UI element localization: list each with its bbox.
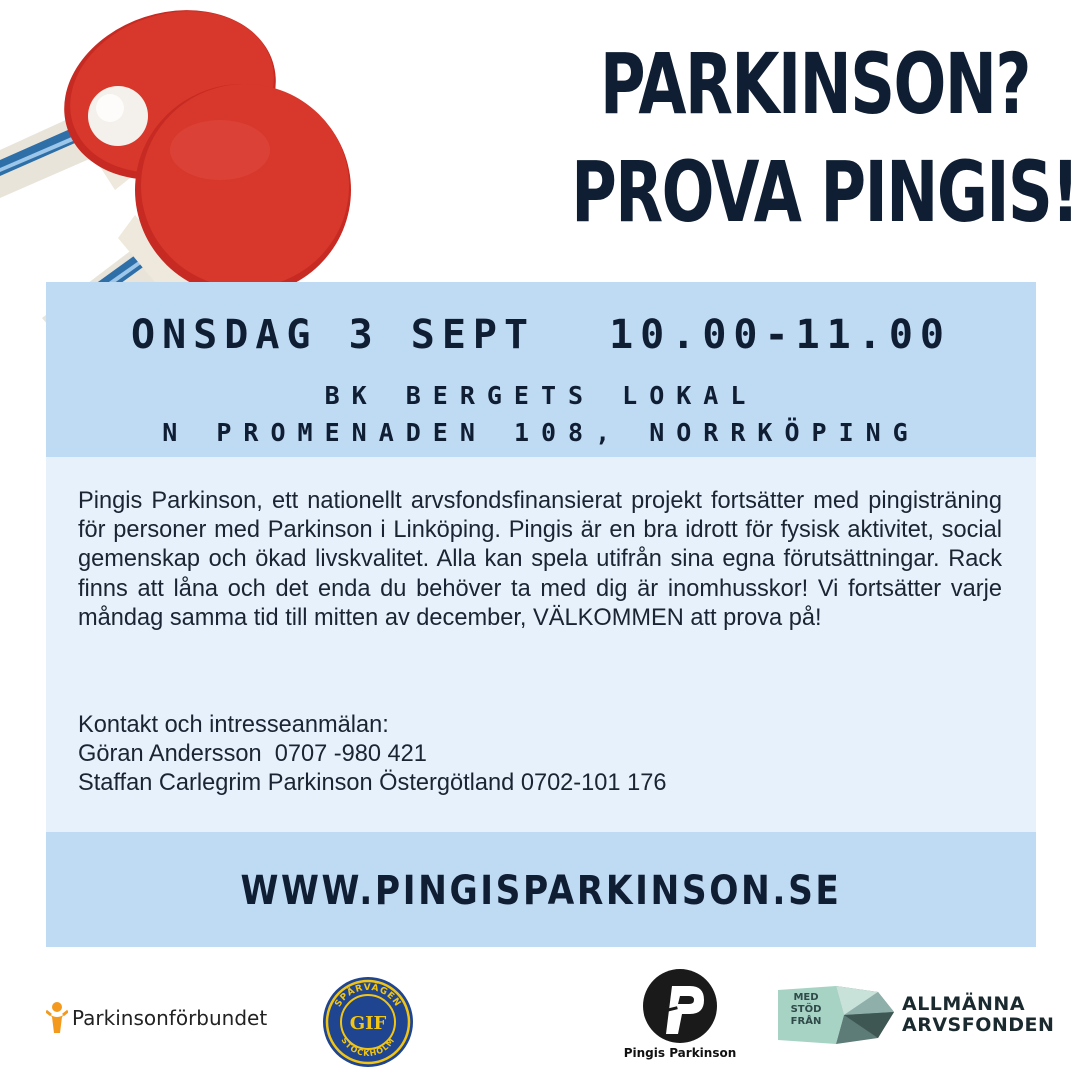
contact-person-1: Göran Andersson 0707 -980 421 — [78, 741, 427, 768]
date-time-row — [46, 312, 1036, 358]
pingis-parkinson-label: Pingis Parkinson — [623, 1046, 737, 1060]
headline — [410, 35, 1079, 258]
venue — [46, 377, 1036, 451]
pingis-parkinson-logo — [620, 968, 740, 1068]
arvsfonden-badge-line-2: STÖD — [790, 1004, 822, 1015]
venue-address: N PROMENADEN 108, NORRKÖPING — [162, 418, 920, 447]
sparvagen-top-text: SPÅRVÄGEN — [333, 982, 403, 1010]
arvsfonden-badge-text — [784, 992, 828, 1028]
event-details-band — [46, 282, 1036, 457]
pingis-parkinson-badge-icon — [642, 968, 718, 1044]
venue-name: BK BERGETS LOKAL — [324, 381, 758, 410]
arvsfonden-badge-line-3: FRÅN — [790, 1016, 822, 1027]
parkinsonforbundet-logo — [46, 998, 267, 1038]
arvsfonden-badge-line-1: MED — [793, 992, 819, 1003]
event-time: 10.00-11.00 — [609, 312, 951, 358]
allmanna-arvsfonden-logo — [778, 982, 1055, 1048]
website-band — [46, 832, 1036, 947]
arvsfonden-line-2: ARVSFONDEN — [902, 1014, 1055, 1036]
sponsor-logos — [0, 960, 1080, 1070]
description-paragraph: Pingis Parkinson, ett nationellt arvsfondsfinansierat projekt fortsätter med pingisträning för personer med Parkinson i Linköping. Pingis är en bra idrott för fysisk aktivitet, social gemenskap och ökad livskvalitet. Alla kan spela utifrån sina egna förutsättningar. Rack finns att låna och det enda du behöver ta med dig är inomhusskor! Vi fortsätter varje måndag samma tid till mitten av december, VÄLKOMMEN att prova på! — [78, 488, 1002, 631]
info-band — [46, 457, 1036, 832]
sparvagen-gif-logo — [322, 976, 414, 1068]
arvsfonden-wordmark — [902, 994, 1054, 1036]
contact-heading: Kontakt och intresseanmälan: — [78, 712, 389, 738]
website-link[interactable]: WWW.PINGISPARKINSON.SE — [240, 868, 842, 914]
contact-person-2: Staffan Carlegrim Parkinson Östergötland 0702-101 176 — [78, 770, 667, 797]
sparvagen-bottom-text: STOCKHOLM — [339, 1035, 397, 1059]
event-date: ONSDAG 3 SEPT — [131, 312, 536, 358]
arvsfonden-line-1: ALLMÄNNA — [902, 993, 1026, 1015]
parkinson-person-icon — [46, 1001, 68, 1035]
headline-line-2: PROVA PINGIS! — [571, 143, 1079, 241]
headline-line-1: PARKINSON? — [599, 35, 1030, 133]
parkinsonforbundet-label: Parkinsonförbundet — [72, 1006, 268, 1030]
contact-block — [78, 711, 1002, 799]
sparvagen-monogram: GIF — [349, 1013, 387, 1034]
